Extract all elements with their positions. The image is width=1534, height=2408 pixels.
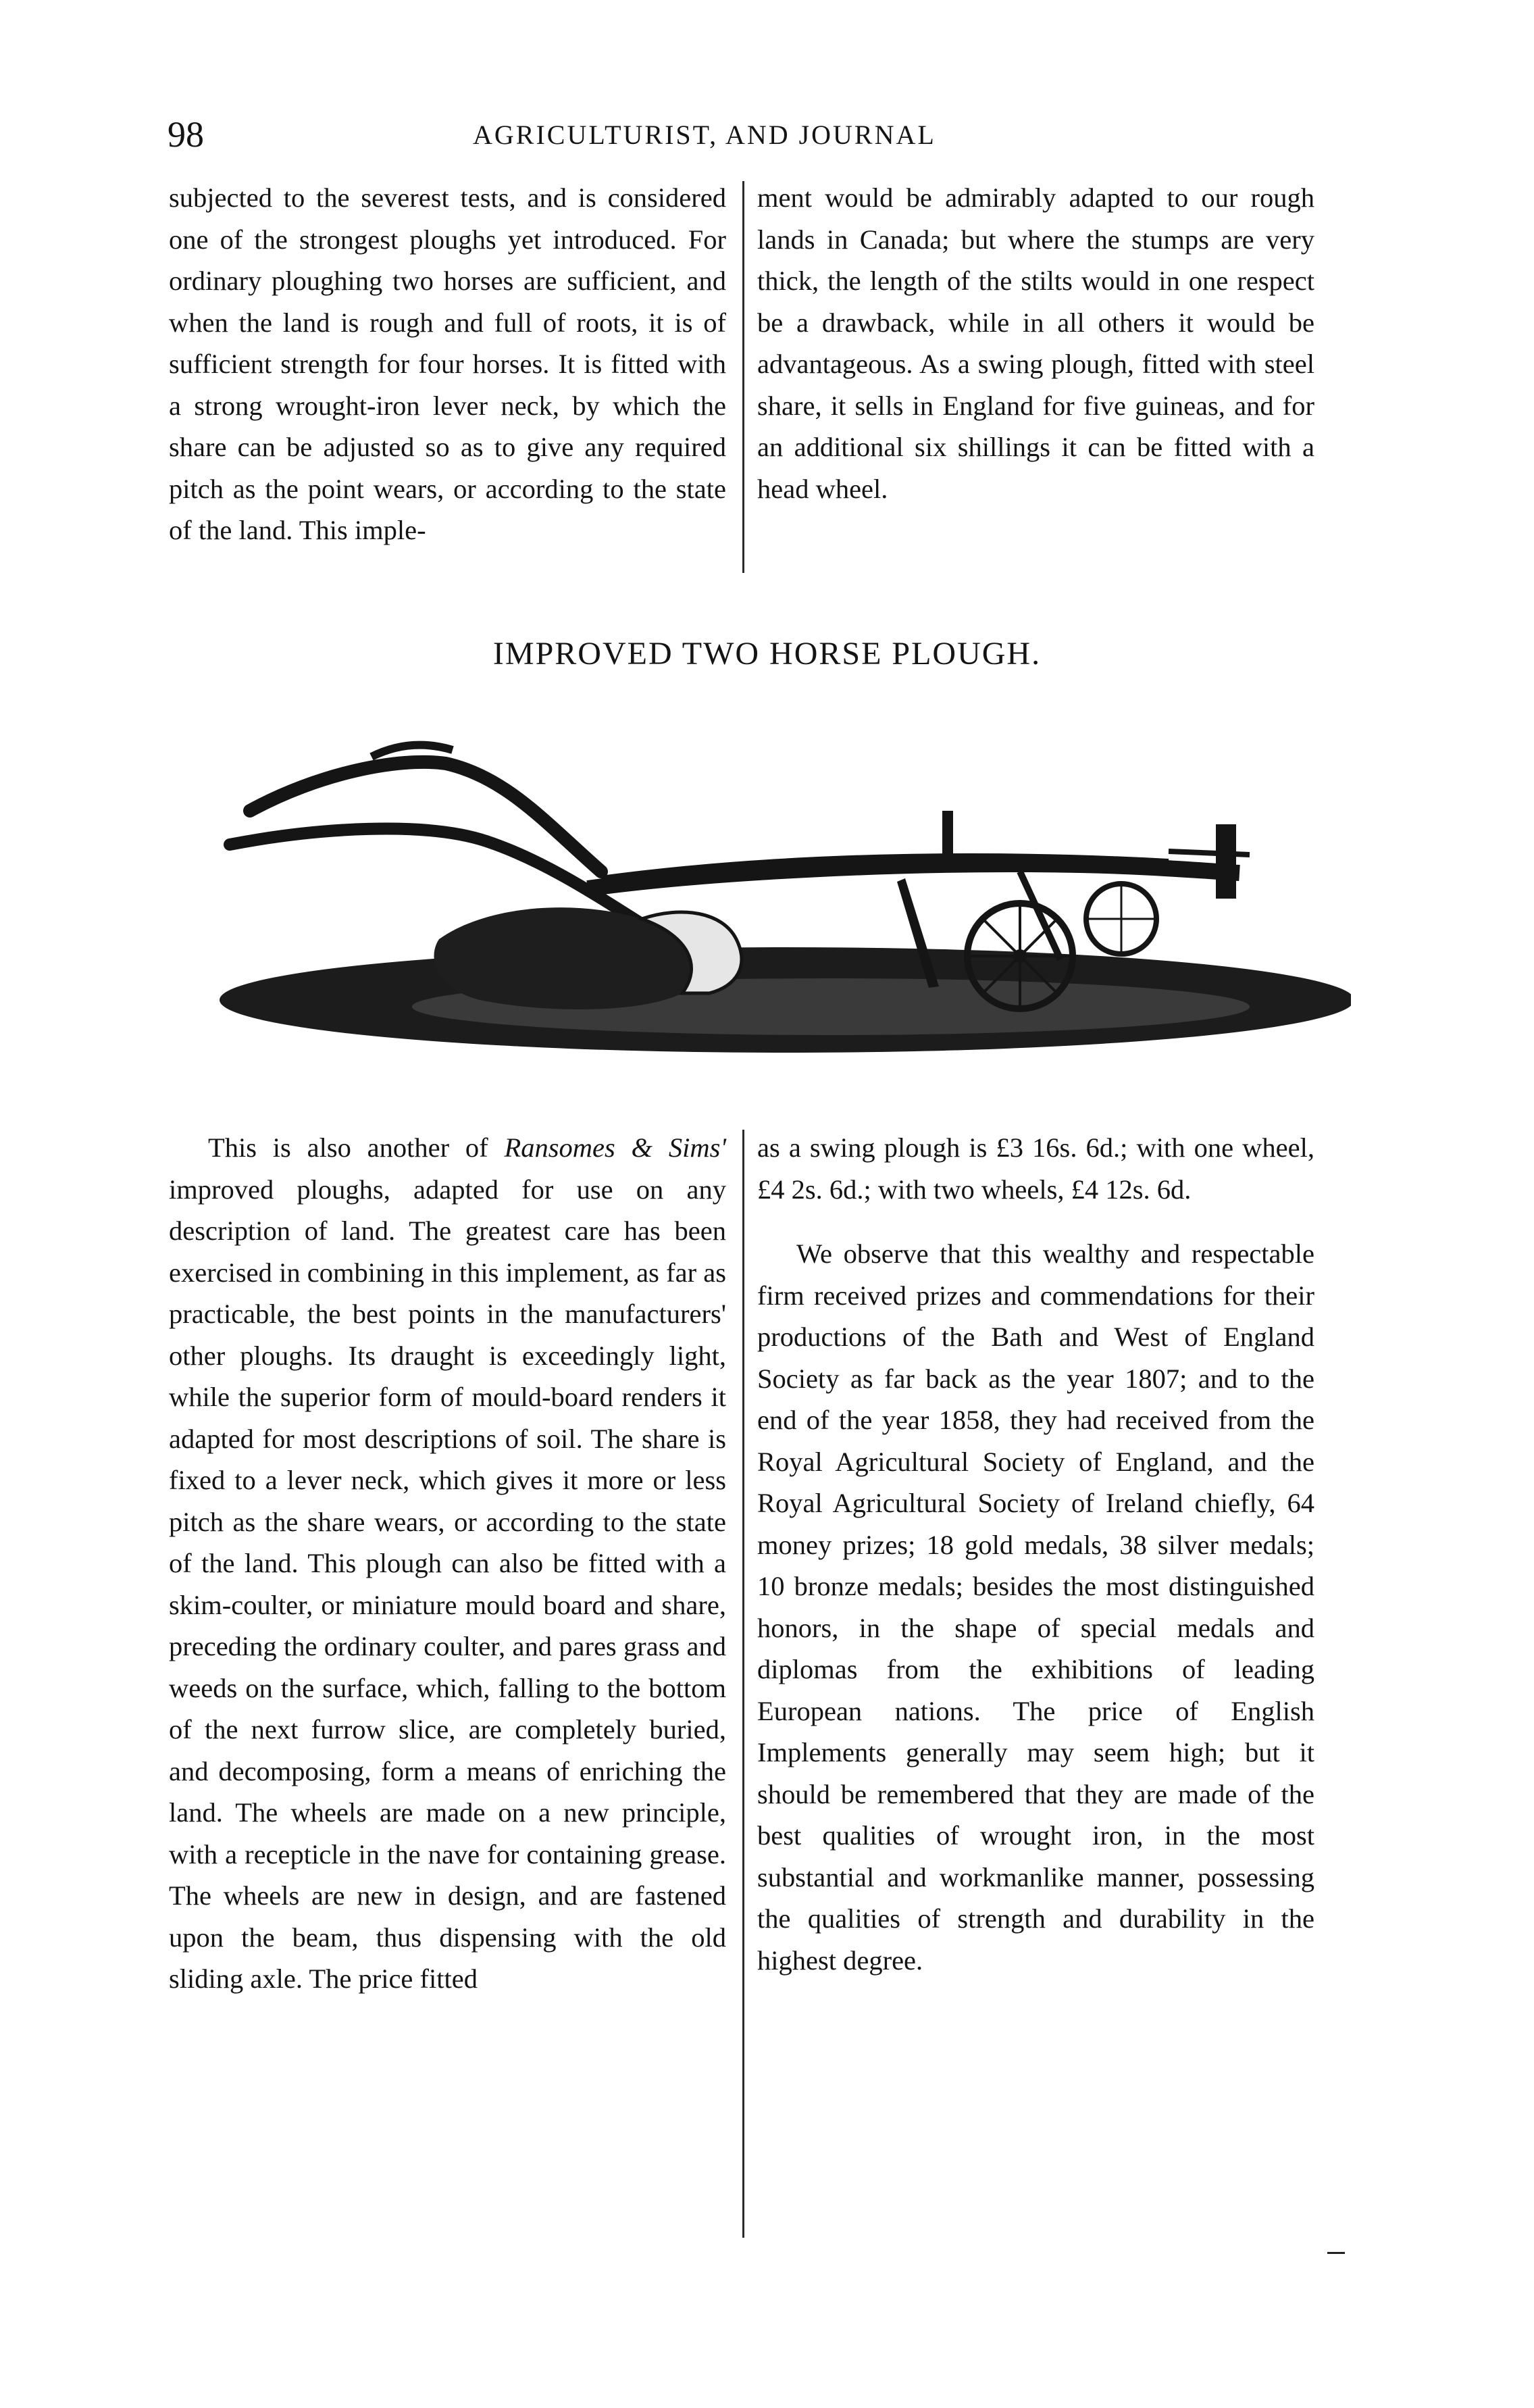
top-right-column [757, 177, 1314, 509]
text-intro: This is also another of [208, 1132, 505, 1163]
top-left-column [169, 177, 726, 551]
top-left-text: subjected to the severest tests, and is considered one of the strongest ploughs yet introduced. For ordinary ploughing two horses are sufficient, and when the land is rough and full of roots, it is of sufficient strength for four horses. It is fitted with a strong wrought-iron lever neck, by which the share can be adjusted so as to give any required pitch as the point wears, or according to the state of the land. This imple- [169, 182, 726, 545]
bottom-column-rule [742, 1130, 744, 2238]
section-heading: IMPROVED TWO HORSE PLOUGH. [492, 636, 1042, 672]
page-dash [1327, 2252, 1345, 2254]
top-column-rule [742, 181, 744, 573]
bottom-right-column [757, 1127, 1314, 1981]
text-rest: improved ploughs, adapted for use on any description of land. The greatest care has been exercised in combining in this implement, as far as practicable, the best points in the manufacturers' other ploughs. Its draught is exceedingly light, while the superior form of mould-board renders it adapted for most descriptions of soil. The share is fixed to a lever neck, which gives it more or less pitch as the share wears, or according to the state of the land. This plough can also be fitted with a skim-coulter, or miniature mould board and share, preceding the ordinary coulter, and pares grass and weeds on the surface, which, falling to the bottom of the next furrow slice, are completely buried, and decomposing, form a means of enriching the land. The wheels are made on a new principle, with a recepticle in the nave for containing grease. The wheels are new in design, and are fastened upon the beam, thus dispensing with the old sliding axle. The price fitted [169, 1174, 726, 1994]
page-number: 98 [168, 114, 204, 155]
running-title: AGRICULTURIST, AND JOURNAL [473, 120, 936, 150]
plough-handle-grip [372, 745, 453, 757]
plough-hitch-bar [1169, 851, 1250, 855]
plough-handle-peg [942, 811, 953, 865]
prizes-paragraph: We observe that this wealthy and respectable firm received prizes and commendations for their productions of the Bath and West of England Society as far back as the year 1807; and to the end of the year 1858, they had received from the Royal Agricultural Society of England, and the Royal Agricultural Society of Ireland chiefly, 64 money prizes; 18 gold medals, 38 silver medals; 10 bronze medals; besides the most distinguished honors, in the shape of special medals and diplomas from the exhibitions of leading European nations. The price of English Implements generally may seem high; but it should be remembered that they are made of the best qualities of wrought iron, in the most substantial and workmanlike manner, possessing the qualities of strength and durability in the highest degree. [757, 1238, 1314, 1976]
top-right-text: ment would be admirably adapted to our rough lands in Canada; but where the stumps are very thick, the length of the stilts would in one respect be a drawback, while in all others it would be advantageous. As a swing plough, fitted with steel share, it sells in England for five guineas, and for an additional six shillings it can be fitted with a head wheel. [757, 182, 1314, 504]
bottom-left-column [169, 1127, 726, 2000]
plough-handle-upper [250, 762, 601, 872]
bottom-left-text [169, 1127, 726, 2000]
firm-name: Ransomes & Sims' [504, 1132, 726, 1163]
plough-illustration [169, 716, 1351, 1068]
plough-hitch [1216, 824, 1236, 899]
price-paragraph: as a swing plough is £3 16s. 6d.; with one wheel, £4 2s. 6d.; with two wheels, £4 12s. 6d. [757, 1132, 1314, 1205]
